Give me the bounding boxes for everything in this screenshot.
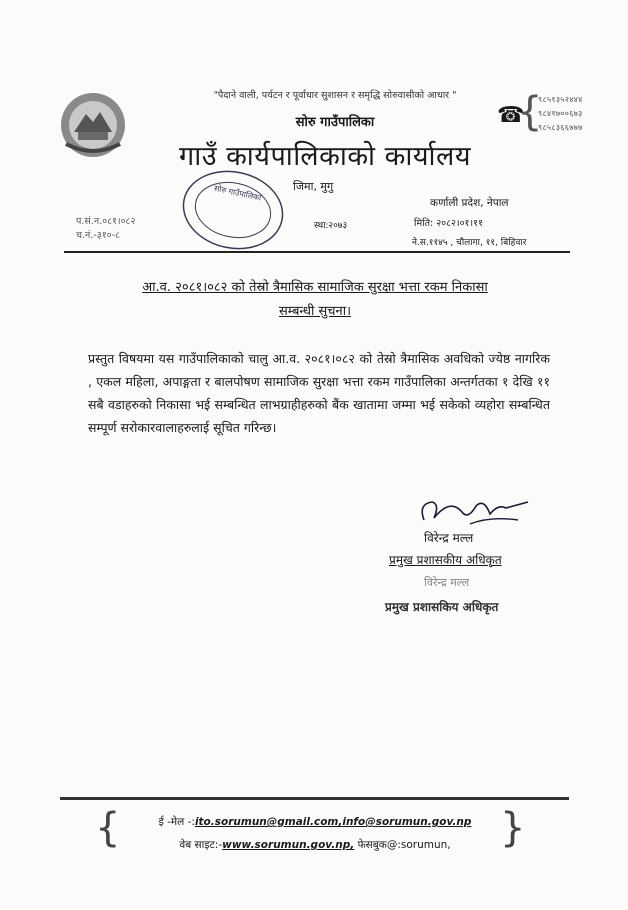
motto: "पैदाने वाली, पर्यटन र पूर्वाधार सुशासन र समृद्धि सोरुवासीको आधार " (213, 90, 457, 101)
municipality-name: सोरु गाउँपालिका (295, 115, 375, 130)
phone-number: ९८५१३५२४४४ (538, 95, 583, 104)
notice-body: प्रस्तुत विषयमा यस गाउँपालिकाको चालु आ.व. २०८१।०८२ को तेस्रो त्रैमासिक अवधिको ज्येष्ठ नागरिक , एकल महिला, अपाङ्गता र बालपोषण सामाजिक सुरक्षा भत्ता रकम गाउँपालिका अन्तर्गतका १ देखि ११ सबै वडाहरुको निकासा भई सम्बन्धित लाभग्राहीहरुको बैंक खातामा जम्मा भई सकेको व्यहोरा सम्बन्धित सम्पूर्ण सरोकारवालाहरुलाई सूचित गरिन्छ। (88, 351, 550, 435)
footer-email (150, 815, 480, 829)
province-label: कर्णाली प्रदेश, नेपाल (430, 197, 509, 209)
brace-icon: { (517, 89, 543, 135)
website-label: वेब साइट:- (179, 839, 223, 851)
subject-line: सम्बन्धी सुचना। (278, 304, 352, 319)
facebook-handle[interactable]: फेसबुक@:sorumun, (354, 839, 451, 851)
phone-number: ९८४१७००६७३ (538, 109, 583, 118)
footer-web (150, 838, 480, 852)
phone-number: ९८५८३६६७७७ (538, 123, 583, 132)
stamp-text: सोरु गाउँपालिका (213, 183, 263, 203)
office-stamp (178, 165, 288, 255)
phone-icon: ☎ (497, 103, 525, 128)
seal-name: विरेन्द्र मल्ल (424, 576, 470, 589)
phone-numbers (538, 93, 583, 135)
dispatch-number: च.नं.-३१०-८ (76, 230, 120, 241)
brace-icon: { (95, 805, 121, 851)
nepal-sambat-date: ने.स.११४५ , चौलागा, ११, बिहिवार (412, 238, 527, 248)
reference-block (76, 215, 135, 243)
subject-heading (80, 276, 550, 324)
established-year: स्था:२०७३ (314, 221, 348, 231)
header-divider (64, 251, 570, 253)
footer-divider (60, 797, 569, 800)
email-label: ई -मेल -: (158, 816, 195, 828)
signer-title: प्रमुख प्रशासकीय अधिकृत (389, 553, 502, 567)
letter-number: प.सं.न.०८१।०८२ (76, 216, 136, 227)
signer-name: विरेन्द्र मल्ल (424, 531, 474, 545)
email-link[interactable]: ito.sorumun@gmail.com,info@sorumun.gov.np (194, 816, 472, 828)
office-title: गाउँ कार्यपालिकाको कार्यालय (179, 141, 471, 172)
letter-date: मिति: २०८२।०१।११ (414, 218, 483, 229)
seal-title: प्रमुख प्रशासकिय अधिकृत (385, 600, 499, 614)
brace-icon: } (500, 805, 526, 851)
nepal-emblem-icon (56, 88, 130, 162)
website-link[interactable]: www.sorumun.gov.np, (222, 839, 355, 851)
office-address: जिमा, मुगु (293, 180, 334, 193)
subject-line: आ.व. २०८१।०८२ को तेस्रो त्रैमासिक सामाजिक सुरक्षा भत्ता रकम निकासा (142, 280, 488, 295)
